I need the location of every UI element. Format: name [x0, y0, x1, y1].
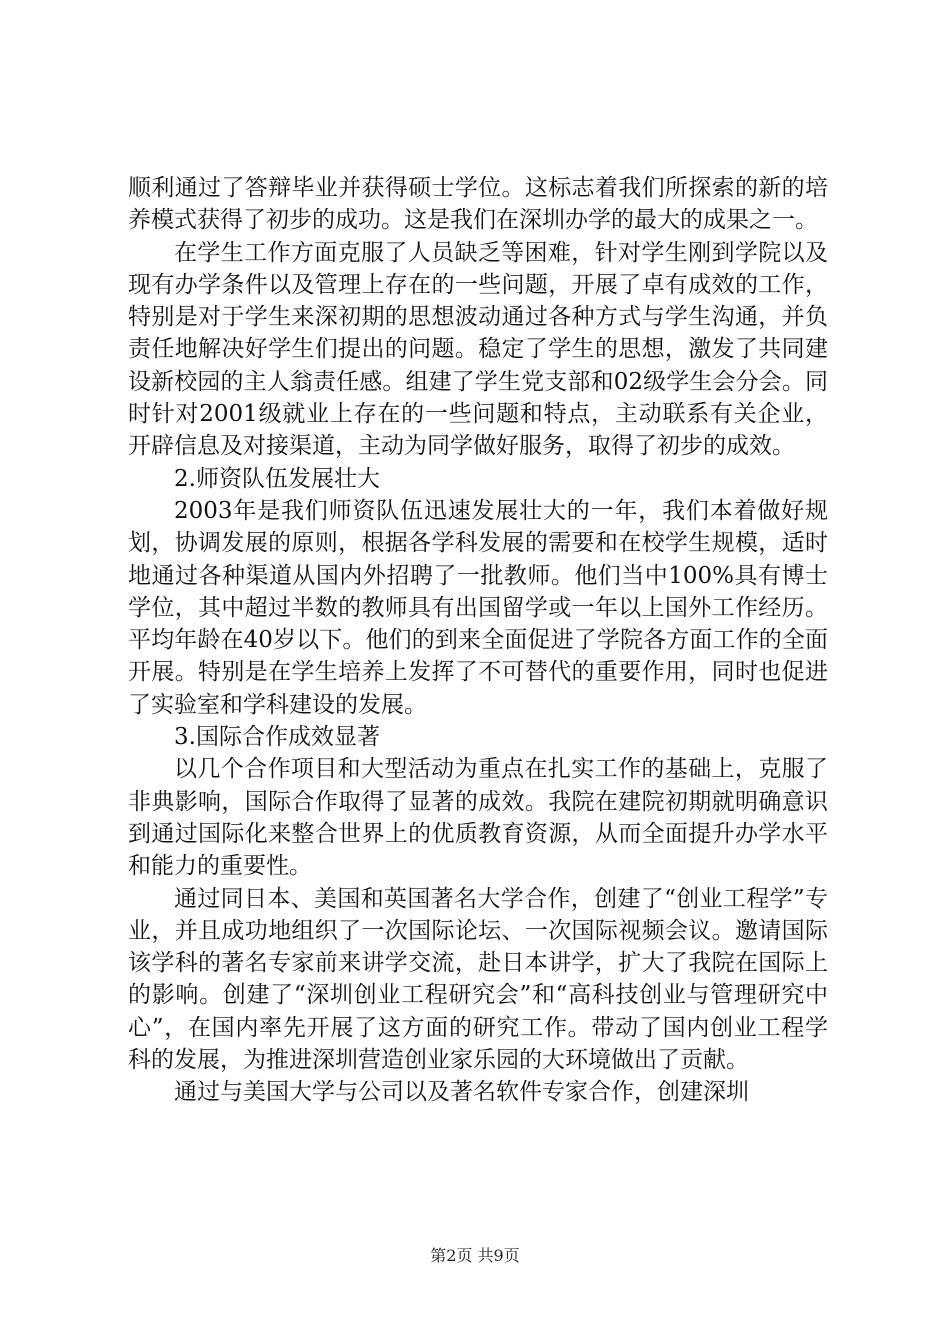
paragraph-international-overview: 以几个合作项目和大型活动为重点在扎实工作的基础上，克服了非典影响，国际合作取得了显著的成效。我院在建院初期就明确意识到通过国际化来整合世界上的优质教育资源，从而全面提升办学水平和能力的重要性。	[128, 756, 828, 880]
paragraph-entrepreneurship-program: 通过同日本、美国和英国著名大学合作，创建了“创业工程学”专业，并且成功地组织了一次国际论坛、一次国际视频会议。邀请国际该学科的著名专家前来讲学交流，赴日本讲学，扩大了我院在国际上的影响。创建了“深圳创业工程研究会”和“高科技创业与管理研究中心”，在国内率先开展了这方面的研究工作。带动了国内创业工程学科的发展，为推进深圳营造创业家乐园的大环境做出了贡献。	[128, 885, 828, 1074]
paragraph-student-work: 在学生工作方面克服了人员缺乏等困难，针对学生刚到学院以及现有办学条件以及管理上存在的一些问题，开展了卓有成效的工作，特别是对于学生来深初期的思想波动通过各种方式与学生沟通，并负责任地解决好学生们提出的问题。稳定了学生的思想，激发了共同建设新校园的主人翁责任感。组建了学生党支部和02级学生会分会。同时针对2001级就业上存在的一些问题和特点，主动联系有关企业，开辟信息及对接渠道，主动为同学做好服务，取得了初步的成效。	[128, 239, 828, 460]
section-heading-faculty: 2.师资队伍发展壮大	[174, 465, 380, 492]
paragraph-continuation: 顺利通过了答辩毕业并获得硕士学位。这标志着我们所探索的新的培养模式获得了初步的成功。这是我们在深圳办学的最大的成果之一。	[128, 175, 828, 234]
document-body	[128, 172, 828, 1109]
section-heading-international: 3.国际合作成效显著	[174, 724, 380, 751]
paragraph-faculty-growth: 2003年是我们师资队伍迅速发展壮大的一年，我们本着做好规划，协调发展的原则，根据各学科发展的需要和在校学生规模，适时地通过各种渠道从国内外招聘了一批教师。他们当中100%具有博士学位，其中超过半数的教师具有出国留学或一年以上国外工作经历。平均年龄在40岁以下。他们的到来全面促进了学院各方面工作的全面开展。特别是在学生培养上发挥了不可替代的重要作用，同时也促进了实验室和学科建设的发展。	[128, 497, 828, 718]
paragraph-software-cooperation: 通过与美国大学与公司以及著名软件专家合作，创建深圳	[174, 1079, 749, 1106]
page-number-footer: 第2页 共9页	[430, 1246, 520, 1265]
